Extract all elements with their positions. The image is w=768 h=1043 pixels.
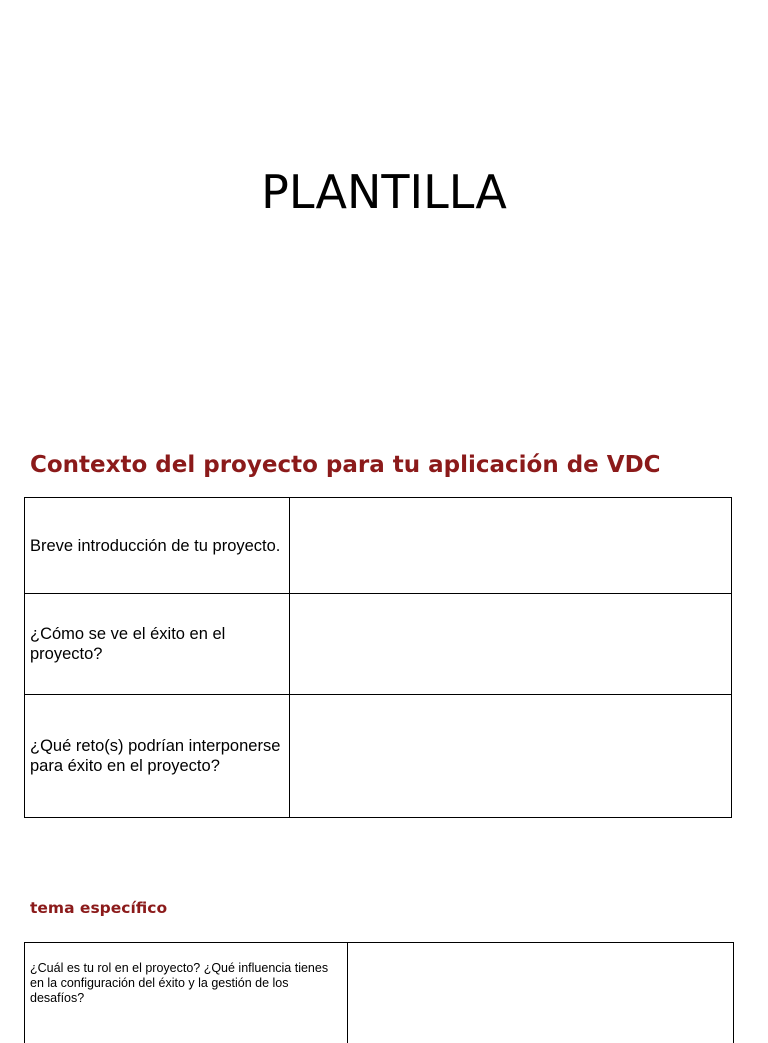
question-cell: [25, 943, 348, 1043]
context-table: [24, 497, 732, 818]
question-cell: [25, 695, 290, 818]
context-section-heading: Contexto del proyecto para tu aplicación de VDC: [30, 450, 661, 480]
page-title: PLANTILLA: [0, 164, 768, 220]
question-text: ¿Cómo se ve el éxito en el proyecto?: [30, 625, 225, 663]
table-row: [25, 695, 732, 818]
topic-table: [24, 942, 734, 1043]
question-text: ¿Qué reto(s) podrían interponerse para éxito en el proyecto?: [30, 737, 280, 775]
question-text: Breve introducción de tu proyecto.: [30, 537, 280, 555]
question-text: ¿Cuál es tu rol en el proyecto? ¿Qué influencia tienes en la configuración del éxito y la gestión de los desafíos?: [30, 961, 328, 1005]
table-row: [25, 498, 732, 594]
table-row: [25, 943, 734, 1043]
topic-section-heading: tema específico: [30, 897, 167, 919]
answer-cell[interactable]: [290, 498, 732, 594]
answer-cell[interactable]: [290, 594, 732, 695]
question-cell: [25, 498, 290, 594]
answer-cell[interactable]: [290, 695, 732, 818]
question-cell: [25, 594, 290, 695]
table-row: [25, 594, 732, 695]
answer-cell[interactable]: [348, 943, 734, 1043]
